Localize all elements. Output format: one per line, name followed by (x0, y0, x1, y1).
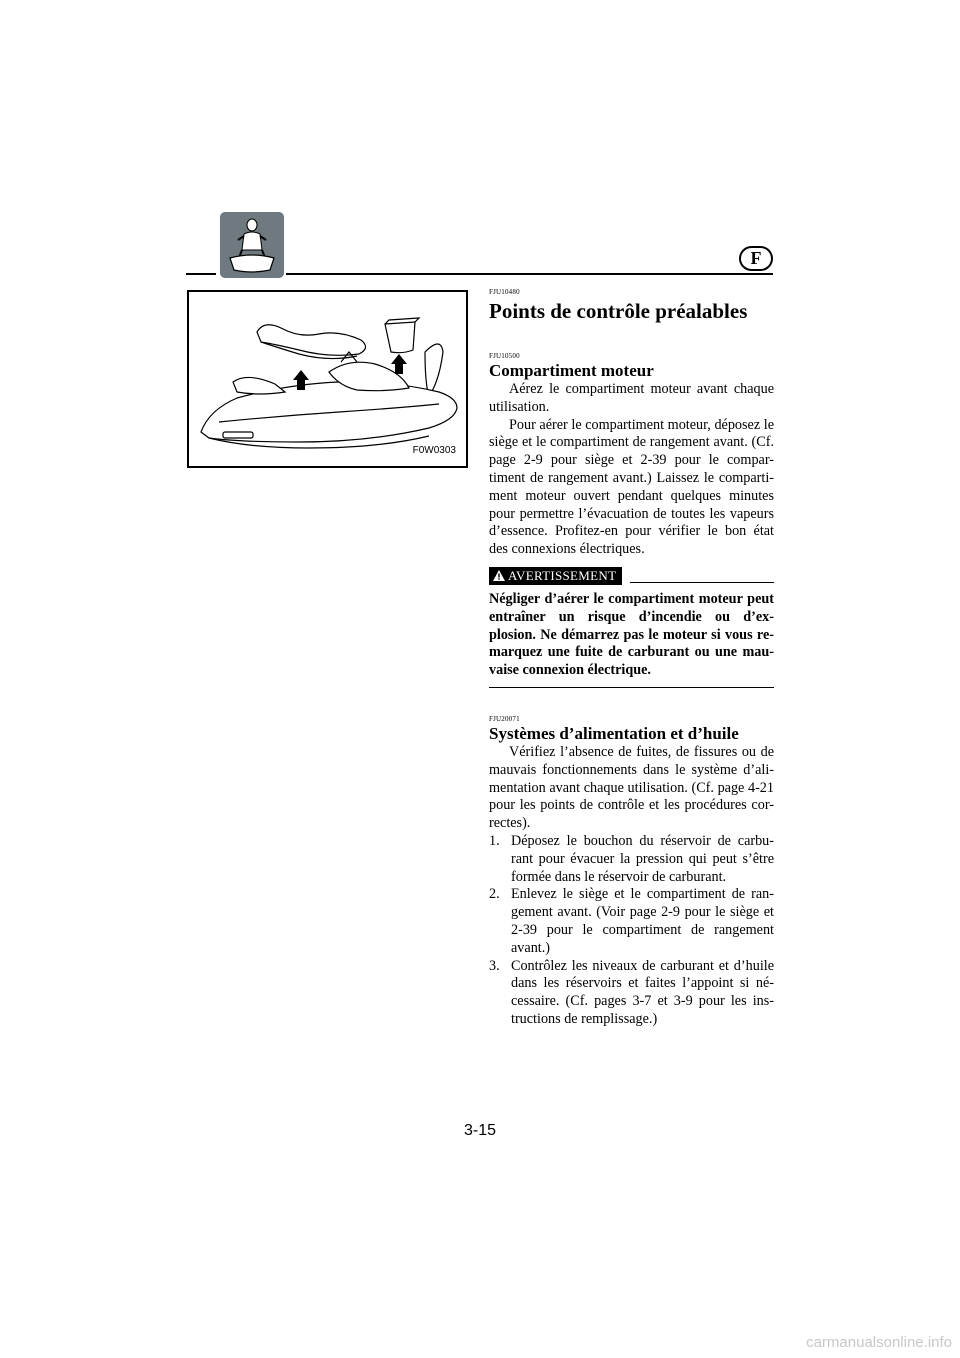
list-item-text: Contrôlez les niveaux de carburant et d’huile dans les réservoirs et faites l’appoint si né- cessaire. (Cf. pages 3-7 et 3-9 pour les ins- tructions de remplissage.) (511, 957, 774, 1027)
list-item-text: Enlevez le siège et le compartiment de ran- gement avant. (Voir page 2-9 pour le siège et 2-39 pour le compartiment de rangement avant.) (511, 886, 774, 956)
fuel-code: FJU20071 (489, 714, 520, 723)
figure-jetski (187, 290, 468, 468)
header-rule-right (286, 273, 773, 275)
figure-label: F0W0303 (412, 445, 456, 456)
warning-text: Négliger d’aérer le compartiment moteur peut entraîner un risque d’incendie ou d’ex- plosion. Ne démarrez pas le moteur si vous re- marquez une fuite de carburant ou une mau- vaise connexion électrique. (489, 590, 774, 679)
engine-code: FJU10500 (489, 352, 520, 360)
engine-paragraph-2: Pour aérer le compartiment moteur, déposez le siège et le compartiment de rangement avant. (Cf. page 2-9 pour siège et 2-39 pour le compar- timent de rangement avant.) Laissez le comparti- ment moteur ouvert pendant quelques minutes pour permettre l’évacuation de toutes les vapeurs d’essence. Profitez-en pour vérifier le bon état des connexions électriques. (489, 416, 774, 558)
section-code: FJU10480 (489, 288, 520, 296)
jetski-rider-icon (220, 212, 284, 278)
list-item (489, 886, 774, 957)
warning-triangle-icon (493, 570, 505, 581)
engine-title: Compartiment moteur (489, 361, 654, 380)
list-item-text: Déposez le bouchon du réservoir de carbu- rant pour évacuer la pression qui peut s’être formée dans le réservoir de carburant. (511, 832, 774, 885)
warning-label: AVERTISSEMENT (508, 567, 617, 583)
warning-rule (630, 582, 774, 583)
jetski-illustration (189, 292, 466, 466)
warning-badge (489, 567, 622, 585)
header-rule-left (186, 273, 216, 275)
list-item (489, 958, 774, 1029)
fuel-paragraph-1: Vérifiez l’absence de fuites, de fissures ou de mauvais fonctionnements dans le système d’ali- mentation avant chaque utilisation. (Cf. page 4-21 pour les points de contrôle et les procédures cor- rectes). (489, 743, 774, 832)
watermark: carmanualsonline.info (806, 1334, 952, 1351)
section-title: Points de contrôle préalables (489, 299, 748, 323)
list-item-number: 2. (489, 886, 500, 903)
list-item (489, 833, 774, 886)
main-column (489, 288, 774, 1029)
page-number: 3-15 (463, 1122, 497, 1139)
engine-paragraph-1: Aérez le compartiment moteur avant chaque utilisation. (489, 381, 774, 415)
list-item-number: 3. (489, 957, 500, 974)
list-item-number: 1. (489, 832, 500, 849)
language-badge: F (739, 246, 773, 271)
fuel-title: Systèmes d’alimentation et d’huile (489, 723, 739, 743)
warning-header (489, 567, 774, 585)
